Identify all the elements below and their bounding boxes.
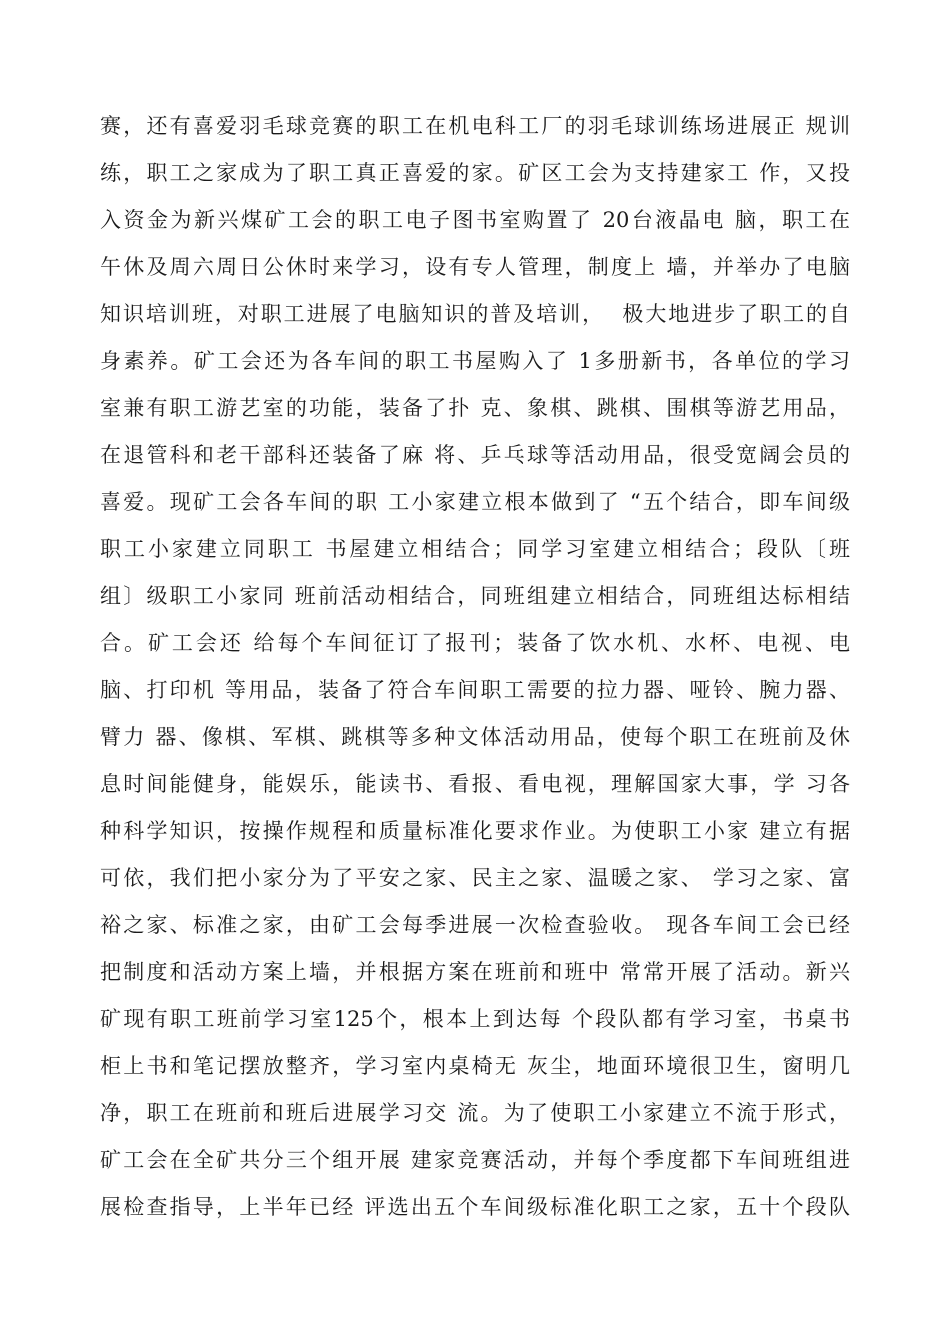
text-line: 柜上书和笔记摆放整齐，学习室内桌椅无 灰尘，地面环境很卫生，窗明几 xyxy=(100,1054,850,1078)
text-line: 矿工会在全矿共分三个组开展 建家竞赛活动，并每个季度都下车间班组进 xyxy=(100,1148,850,1172)
text-line: 展检查指导，上半年已经 评选出五个车间级标准化职工之家，五十个段队 xyxy=(100,1195,850,1219)
text-line: 午休及周六周日公休时来学习，设有专人管理，制度上 墙，并举办了电脑 xyxy=(100,255,850,279)
body-text xyxy=(100,103,860,1231)
text-line: 职工小家建立同职工 书屋建立相结合；同学习室建立相结合；段队〔班 xyxy=(100,537,850,561)
text-line: 把制度和活动方案上墙，并根据方案在班前和班中 常常开展了活动。新兴 xyxy=(100,960,850,984)
text-line: 身素养。矿工会还为各车间的职工书屋购入了 1多册新书，各单位的学习 xyxy=(100,349,850,373)
text-line: 练，职工之家成为了职工真正喜爱的家。矿区工会为支持建家工 作，又投 xyxy=(100,161,850,185)
text-line: 息时间能健身，能娱乐，能读书、看报、看电视，理解国家大事，学 习各 xyxy=(100,772,850,796)
text-line: 合。矿工会还 给每个车间征订了报刊；装备了饮水机、水杯、电视、电 xyxy=(100,631,850,655)
text-line: 知识培训班，对职工进展了电脑知识的普及培训， 极大地进步了职工的自 xyxy=(100,302,850,326)
text-line: 净，职工在班前和班后进展学习交 流。为了使职工小家建立不流于形式， xyxy=(100,1101,850,1125)
text-line: 脑、打印机 等用品，装备了符合车间职工需要的拉力器、哑铃、腕力器、 xyxy=(100,678,850,702)
text-line: 臂力 器、像棋、军棋、跳棋等多种文体活动用品，使每个职工在班前及休 xyxy=(100,725,850,749)
text-line: 室兼有职工游艺室的功能，装备了扑 克、象棋、跳棋、围棋等游艺用品， xyxy=(100,396,850,420)
text-line: 组〕级职工小家同 班前活动相结合，同班组建立相结合，同班组达标相结 xyxy=(100,584,850,608)
text-line: 裕之家、标准之家，由矿工会每季进展一次检查验收。 现各车间工会已经 xyxy=(100,913,850,937)
text-line: 喜爱。现矿工会各车间的职 工小家建立根本做到了 “五个结合，即车间级 xyxy=(100,490,850,514)
text-line: 可依，我们把小家分为了平安之家、民主之家、温暖之家、 学习之家、富 xyxy=(100,866,850,890)
text-line: 入资金为新兴煤矿工会的职工电子图书室购置了 20台液晶电 脑，职工在 xyxy=(100,208,850,232)
text-line: 矿现有职工班前学习室125个，根本上到达每 个段队都有学习室，书桌书 xyxy=(100,1007,850,1031)
text-line: 赛，还有喜爱羽毛球竞赛的职工在机电科工厂的羽毛球训练场进展正 规训 xyxy=(100,114,850,138)
text-line: 种科学知识，按操作规程和质量标准化要求作业。为使职工小家 建立有据 xyxy=(100,819,850,843)
text-line: 在退管科和老干部科还装备了麻 将、乒乓球等活动用品，很受宽阔会员的 xyxy=(100,443,850,467)
